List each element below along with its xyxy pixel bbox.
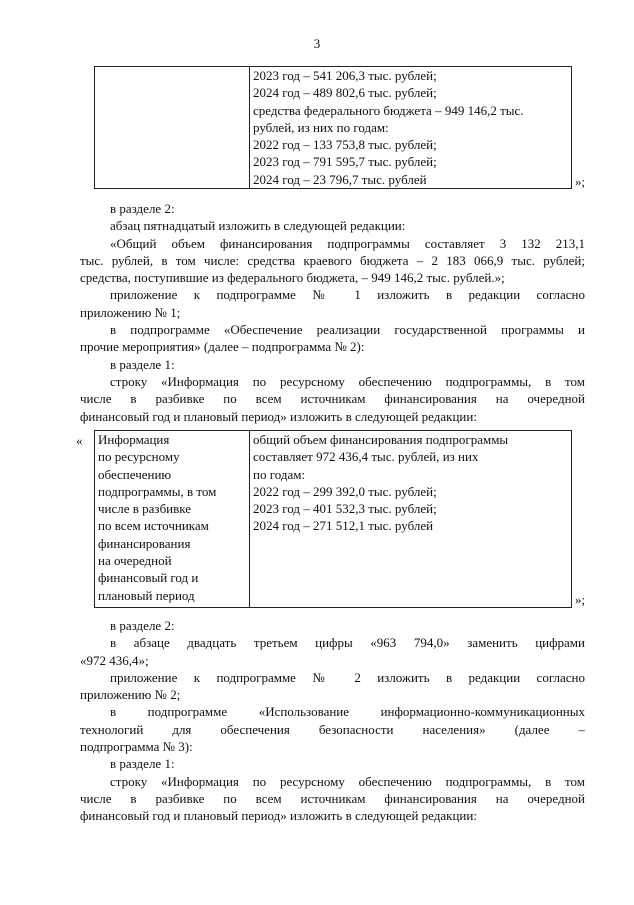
table2-left-line: по ресурсному (98, 449, 180, 465)
text-line: тыс. рублей, в том числе: средства краевого бюджета – 2 183 066,9 тыс. рублей; (80, 252, 585, 268)
table2-right-line: 2023 год – 401 532,3 тыс. рублей; (253, 501, 437, 517)
text-line: приложение к подпрограмме № 1 изложить в редакции согласно (110, 287, 585, 303)
table2-right-line: 2022 год – 299 392,0 тыс. рублей; (253, 483, 437, 499)
table2-right-line: общий объем финансирования подпрограммы (253, 432, 509, 447)
table1-right-cell (250, 67, 572, 189)
table2-left-line: обеспечению (98, 466, 172, 482)
text-line: в абзаце двадцать третьем цифры «963 794,0» заменить цифрами (110, 635, 585, 651)
table1-line: 2022 год – 133 753,8 тыс. рублей; (253, 137, 437, 153)
table1-line: 2024 год – 23 796,7 тыс. рублей (253, 171, 427, 187)
table2-left-line: числе в разбивке (98, 501, 192, 517)
table2-opening-quote: « (76, 433, 83, 448)
table1-line: рублей, из них по годам: (253, 119, 389, 135)
paragraph-block-1 (80, 200, 585, 425)
table2-left-line: финансовый год и (98, 570, 199, 586)
text-line: финансовый год и плановый период» изложить в следующей редакции: (80, 808, 477, 824)
text-line: числе в разбивке по всем источникам финансирования на очередной (80, 790, 585, 806)
text-line: финансовый год и плановый период» изложить в следующей редакции: (80, 408, 477, 424)
text-line: «972 436,4»; (80, 652, 149, 668)
table2-left-line: Информация (98, 432, 170, 447)
text-line: строку «Информация по ресурсному обеспечению подпрограммы, в том (110, 373, 585, 389)
table1-left-cell (95, 67, 250, 189)
text-line: «Общий объем финансирования подпрограммы составляет 3 132 213,1 (110, 235, 585, 251)
text-line: в разделе 2: (110, 201, 175, 216)
text-line: приложение к подпрограмме № 2 изложить в редакции согласно (110, 669, 585, 685)
text-line: абзац пятнадцатый изложить в следующей редакции: (110, 218, 406, 234)
table2-right-line: 2024 год – 271 512,1 тыс. рублей (253, 518, 434, 534)
text-line: в разделе 1: (110, 356, 175, 372)
text-line: приложению № 1; (80, 304, 181, 320)
text-line: строку «Информация по ресурсному обеспечению подпрограммы, в том (110, 773, 585, 789)
funding-table-continued (94, 66, 572, 189)
text-line: в разделе 1: (110, 756, 175, 772)
table1-line: 2023 год – 541 206,3 тыс. рублей; (253, 68, 437, 83)
table2-right-line: по годам: (253, 466, 306, 482)
paragraph-block-2 (80, 617, 585, 825)
table2-right-cell (250, 431, 572, 608)
text-line: приложению № 2; (80, 687, 181, 703)
text-line: технологий для обеспечения безопасности населения» (далее – (80, 721, 585, 737)
table2-left-line: финансирования (98, 535, 191, 551)
table2-closing-quote: »; (575, 592, 586, 607)
text-line: числе в разбивке по всем источникам финансирования на очередной (80, 391, 585, 407)
table2-left-line: плановый период (98, 587, 195, 603)
text-line: в подпрограмме «Использование информационно-коммуникационных (110, 704, 585, 720)
table2-left-line: по всем источникам (98, 518, 209, 534)
table1-line: 2023 год – 791 595,7 тыс. рублей; (253, 154, 437, 170)
page-number: 3 (313, 36, 321, 51)
text-line: подпрограмма № 3): (80, 739, 193, 755)
text-line: прочие мероприятия» (далее – подпрограмма № 2): (80, 339, 365, 355)
table1-closing-quote: »; (575, 174, 586, 189)
text-line: в разделе 2: (110, 618, 175, 633)
table2-left-line: на очередной (98, 553, 172, 569)
table1-line: 2024 год – 489 802,6 тыс. рублей; (253, 85, 437, 101)
text-line: средства, поступившие из федерального бюджета, – 949 146,2 тыс. рублей.»; (80, 270, 505, 286)
text-line: в подпрограмме «Обеспечение реализации государственной программы и (110, 322, 585, 338)
table2-left-cell (95, 431, 250, 608)
resource-info-table (94, 430, 572, 608)
table1-line: средства федерального бюджета – 949 146,2 тыс. (253, 102, 524, 118)
table2-left-line: подпрограммы, в том (98, 483, 217, 499)
table2-right-line: составляет 972 436,4 тыс. рублей, из них (253, 449, 479, 465)
